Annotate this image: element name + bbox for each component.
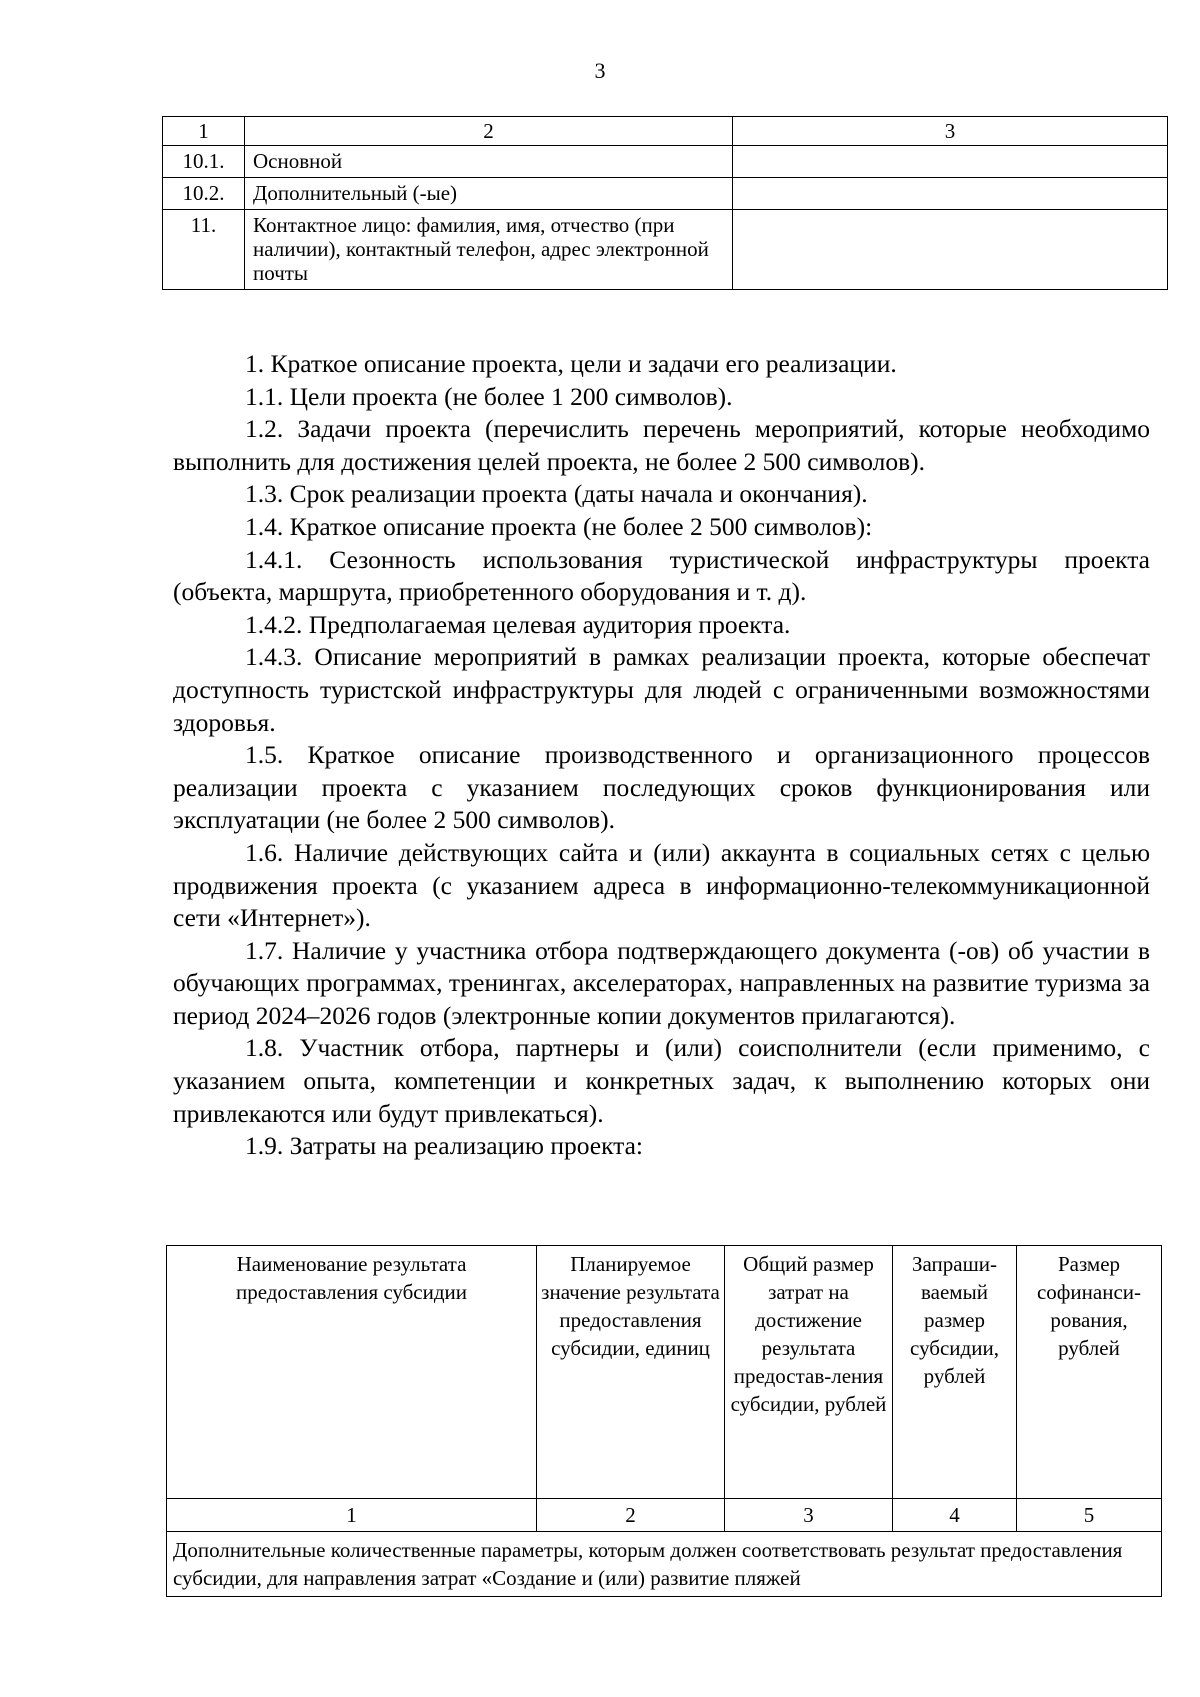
paragraph: 1.4.3. Описание мероприятий в рамках реализации проекта, которые обеспечат доступность туристской инфраструктуры для людей с ограниченными возможностями здоровья.: [173, 642, 1150, 737]
row-number: 11.: [163, 210, 245, 290]
row-value: [733, 210, 1168, 290]
project-costs-table: [166, 1245, 1162, 1597]
column-number: 4: [893, 1499, 1017, 1532]
header-cell: 3: [733, 117, 1168, 146]
table-note-row: [167, 1532, 1162, 1597]
paragraph: 1.4.1. Сезонность использования туристической инфраструктуры проекта (объекта, маршрута, приобретенного оборудования и т. д).: [173, 544, 1150, 607]
paragraph: 1.7. Наличие у участника отбора подтверждающего документа (-ов) об участии в обучающих программах, тренингах, акселераторах, направленных на развитие туризма за период 2024–2026 годов (электронные копии документов прилагаются).: [173, 935, 1150, 1030]
column-number-row: [167, 1499, 1162, 1532]
row-label: Контактное лицо: фамилия, имя, отчество (при наличии), контактный телефон, адрес электронной почты: [245, 210, 733, 290]
table-row: [163, 210, 1168, 290]
row-value: [733, 178, 1168, 210]
header-cell: Планируемое значение результата предоставления субсидии, единиц: [537, 1246, 725, 1499]
column-number: 2: [537, 1499, 725, 1532]
project-description-section: [173, 348, 1150, 1163]
paragraph: 1. Краткое описание проекта, цели и задачи его реализации.: [245, 349, 897, 378]
paragraph: 1.3. Срок реализации проекта (даты начала и окончания).: [245, 479, 868, 509]
table-row: [163, 178, 1168, 210]
column-number: 1: [167, 1499, 537, 1532]
paragraph: 1.8. Участник отбора, партнеры и (или) соисполнители (если применимо, с указанием опыта, компетенции и конкретных задач, к выполнению которых они привлекаются или будут привлекаться).: [173, 1033, 1150, 1128]
column-number: 5: [1017, 1499, 1162, 1532]
applicant-info-table: [162, 116, 1168, 290]
table-header-row: [167, 1246, 1162, 1499]
page-number: 3: [594, 58, 606, 83]
row-number: 10.2.: [163, 178, 245, 210]
table-header-row: [163, 117, 1168, 146]
row-label: Дополнительный (-ые): [245, 178, 733, 210]
row-number: 10.1.: [163, 146, 245, 178]
header-cell: Общий размер затрат на достижение результата предостав-ления субсидии, рублей: [725, 1246, 893, 1499]
header-cell: 1: [163, 117, 245, 146]
paragraph: 1.2. Задачи проекта (перечислить перечень мероприятий, которые необходимо выполнить для достижения целей проекта, не более 2 500 символов).: [173, 414, 1150, 476]
header-cell: Наименование результата предоставления субсидии: [167, 1246, 537, 1499]
column-number: 3: [725, 1499, 893, 1532]
paragraph: 1.1. Цели проекта (не более 1 200 символов).: [245, 381, 733, 411]
paragraph: 1.4.2. Предполагаемая целевая аудитория проекта.: [245, 609, 791, 639]
header-cell: 2: [245, 117, 733, 146]
paragraph: 1.9. Затраты на реализацию проекта:: [245, 1131, 644, 1161]
header-cell: Запраши-ваемый размер субсидии, рублей: [893, 1246, 1017, 1499]
row-label: Основной: [245, 146, 733, 178]
paragraph: 1.6. Наличие действующих сайта и (или) аккаунта в социальных сетях с целью продвижения проекта (с указанием адреса в информационно-телекоммуникационной сети «Интернет»).: [173, 837, 1150, 933]
paragraph: 1.4. Краткое описание проекта (не более 2 500 символов):: [245, 511, 873, 541]
header-cell: Размер софинанси-рования, рублей: [1017, 1246, 1162, 1499]
row-value: [733, 146, 1168, 178]
table-row: [163, 146, 1168, 178]
note-cell: Дополнительные количественные параметры, которым должен соответствовать результат предоставления субсидии, для направления затрат «Создание и (или) развитие пляжей: [167, 1532, 1162, 1597]
paragraph: 1.5. Краткое описание производственного и организационного процессов реализации проекта с указанием последующих сроков функционирования или эксплуатации (не более 2 500 символов).: [173, 740, 1150, 835]
